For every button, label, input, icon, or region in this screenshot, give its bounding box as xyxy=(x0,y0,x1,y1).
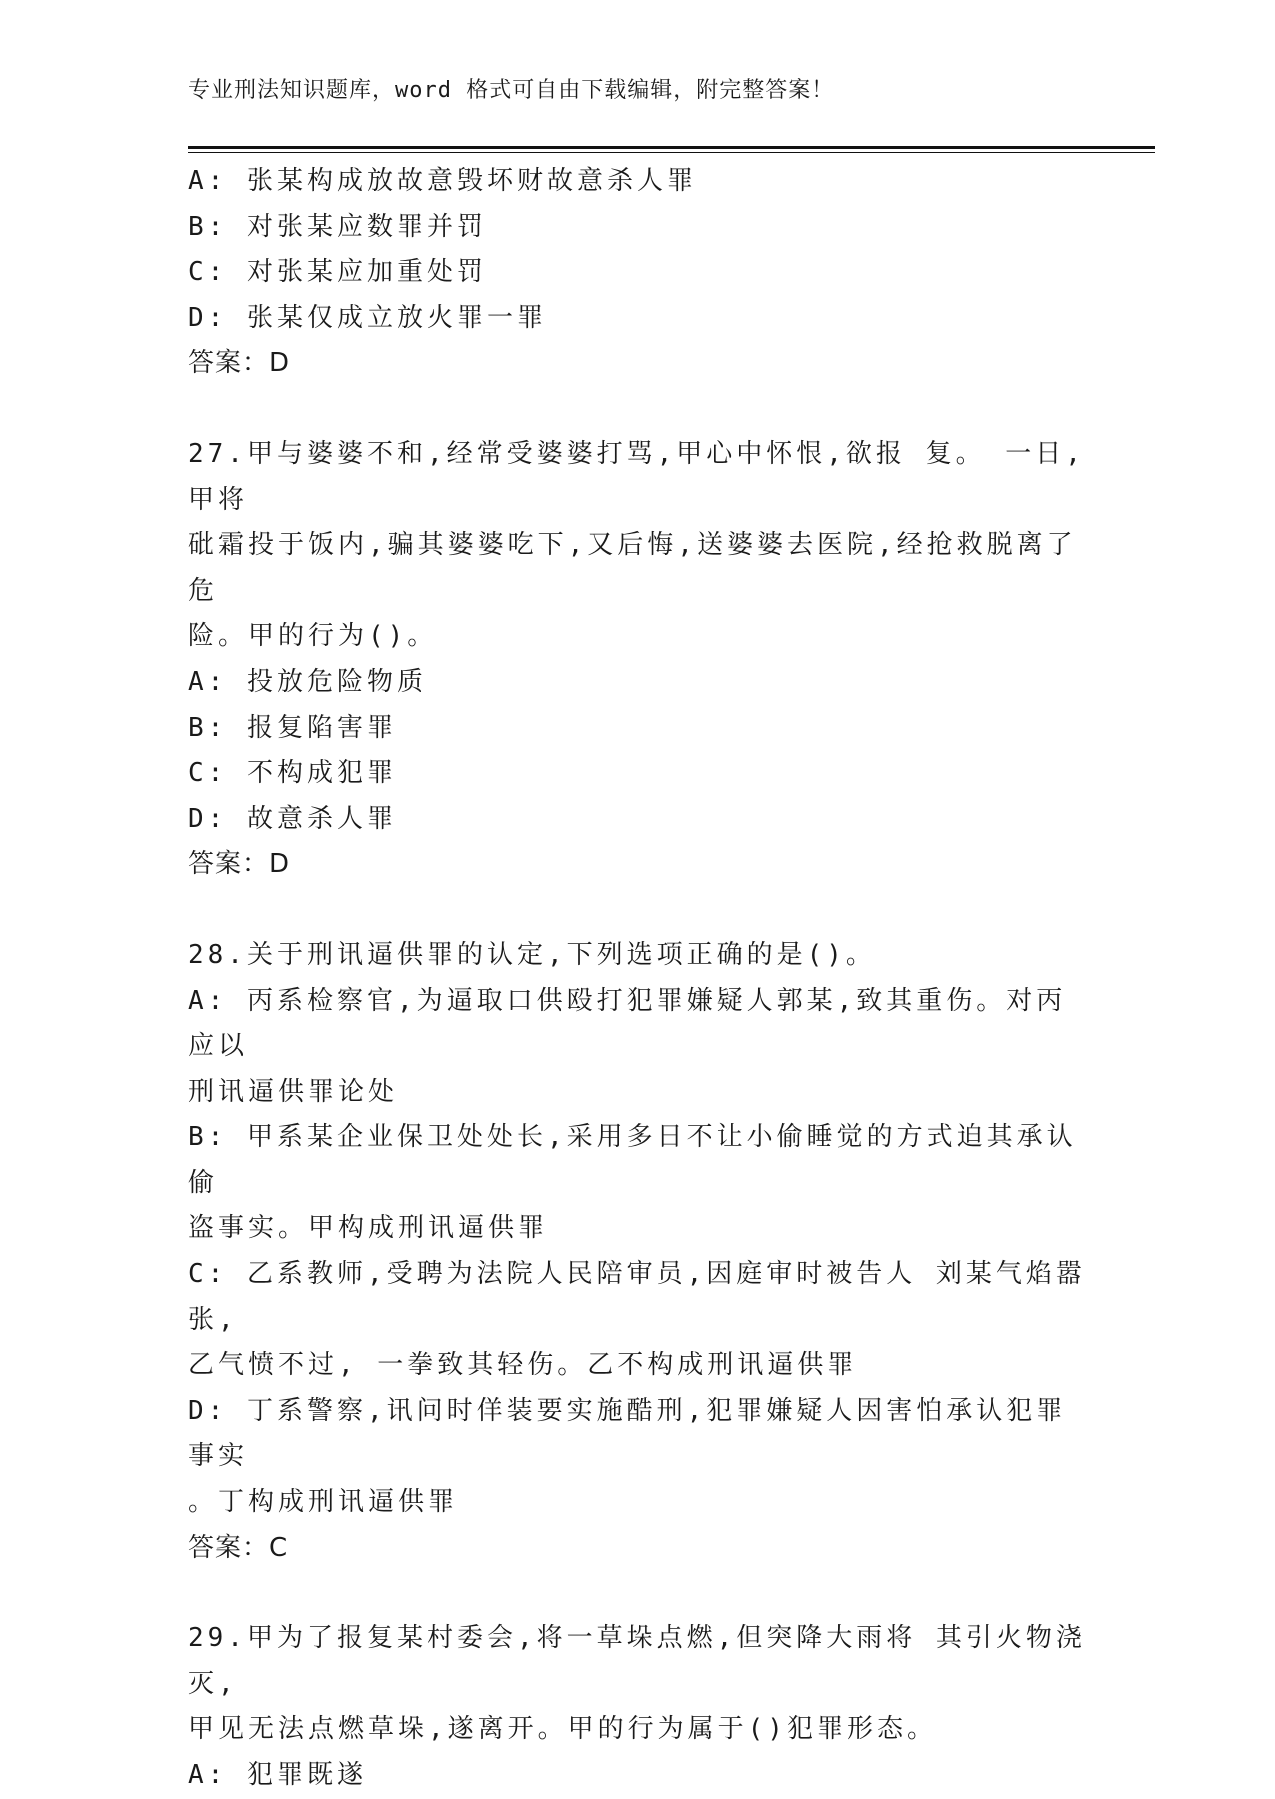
option-c: C: 乙系教师,受聘为法院人民陪审员,因庭审时被告人 刘某气焰嚣张, xyxy=(188,1259,1086,1335)
header-rule-thin xyxy=(188,152,1155,153)
question-stem: 29.甲为了报复某村委会,将一草垛点燃,但突降大雨将 其引火物浇灭, xyxy=(188,1623,1086,1699)
option-b: B: 对张某应数罪并罚 xyxy=(188,211,487,242)
option-c: C: 对张某应加重处罚 xyxy=(188,257,487,288)
question-stem: 险。甲的行为()。 xyxy=(188,621,438,652)
question-26 xyxy=(188,159,1088,387)
question-content xyxy=(188,159,1088,1799)
option-c: C: 不构成犯罪 xyxy=(188,758,397,789)
question-28 xyxy=(188,933,1088,1571)
question-stem: 27.甲与婆婆不和,经常受婆婆打骂,甲心中怀恨,欲报 复。 一日,甲将 xyxy=(188,438,1085,515)
option-b-cont: 盗事实。甲构成刑讯逼供罪 xyxy=(188,1213,549,1244)
question-stem: 28.关于刑讯逼供罪的认定,下列选项正确的是()。 xyxy=(188,939,876,970)
option-d: D: 张某仅成立放火罪一罪 xyxy=(188,302,547,333)
option-d: D: 丁系警察,讯问时佯装要实施酷刑,犯罪嫌疑人因害怕承认犯罪事实 xyxy=(188,1395,1067,1472)
answer: 答案：D xyxy=(188,849,291,880)
question-stem: 甲见无法点燃草垛,遂离开。甲的行为属于()犯罪形态。 xyxy=(188,1714,937,1745)
option-a: A: 投放危险物质 xyxy=(188,666,427,697)
option-a-cont: 刑讯逼供罪论处 xyxy=(188,1076,399,1107)
header-rule-thick xyxy=(188,146,1155,149)
question-29 xyxy=(188,1616,1088,1798)
option-a: A: 丙系检察官,为逼取口供殴打犯罪嫌疑人郭某,致其重伤。对丙应以 xyxy=(188,985,1067,1062)
page-header: 专业刑法知识题库，word 格式可自由下载编辑，附完整答案！ xyxy=(188,78,835,103)
option-a: A: 张某构成放故意毁坏财故意杀人罪 xyxy=(188,166,697,196)
answer: 答案：D xyxy=(188,348,291,379)
option-b: B: 甲系某企业保卫处处长,采用多日不让小偷睡觉的方式迫其承认偷 xyxy=(188,1122,1077,1198)
answer: 答案：C xyxy=(188,1532,289,1563)
option-a: A: 犯罪既遂 xyxy=(188,1760,367,1790)
option-d-cont: 。丁构成刑讯逼供罪 xyxy=(188,1487,459,1518)
question-stem: 砒霜投于饭内,骗其婆婆吃下,又后悔,送婆婆去医院,经抢救脱离了危 xyxy=(188,530,1077,606)
option-d: D: 故意杀人罪 xyxy=(188,803,397,834)
option-c-cont: 乙气愤不过, 一拳致其轻伤。乙不构成刑讯逼供罪 xyxy=(188,1350,858,1381)
option-b: B: 报复陷害罪 xyxy=(188,712,397,743)
question-27 xyxy=(188,432,1088,888)
